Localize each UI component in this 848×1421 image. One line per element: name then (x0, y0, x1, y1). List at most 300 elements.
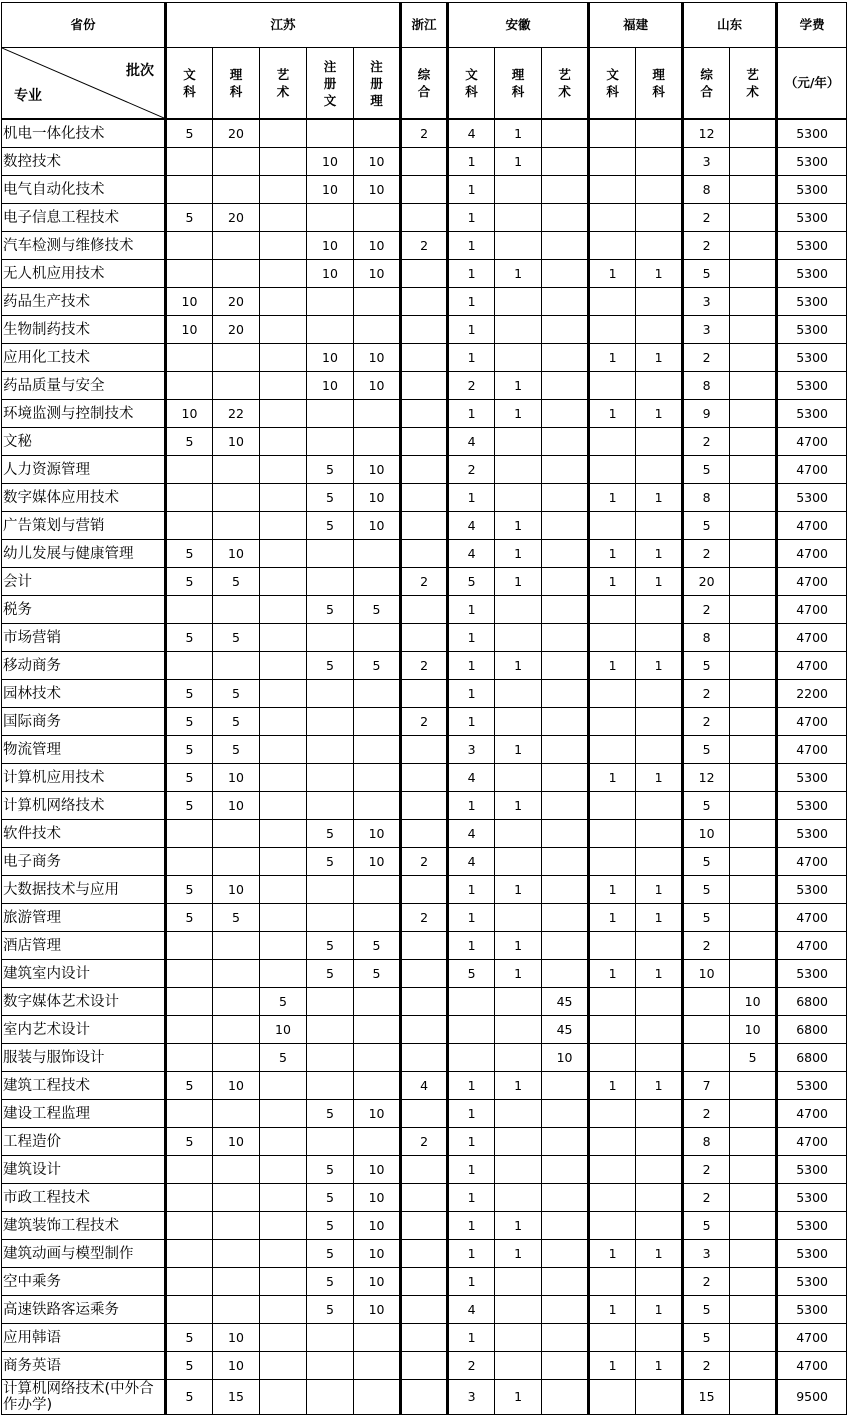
quota-cell: 4 (401, 1072, 448, 1100)
table-row (2, 1380, 847, 1415)
quota-cell: 5 (166, 119, 213, 148)
quota-cell (589, 1100, 636, 1128)
major-name: 移动商务 (2, 652, 166, 680)
table-row (2, 119, 847, 148)
quota-cell: 5 (166, 428, 213, 456)
quota-cell (401, 1268, 448, 1296)
quota-cell: 7 (683, 1072, 730, 1100)
quota-cell (636, 1212, 683, 1240)
quota-cell (307, 1352, 354, 1380)
quota-cell (354, 1072, 401, 1100)
quota-cell (730, 820, 777, 848)
table-row (2, 204, 847, 232)
major-name: 旅游管理 (2, 904, 166, 932)
quota-cell: 8 (683, 1128, 730, 1156)
quota-cell: 10 (354, 1296, 401, 1324)
fee-cell: 5300 (777, 232, 847, 260)
quota-cell (636, 1044, 683, 1072)
major-name: 建筑室内设计 (2, 960, 166, 988)
quota-cell (260, 260, 307, 288)
fee-cell: 5300 (777, 176, 847, 204)
quota-cell (213, 232, 260, 260)
quota-cell (730, 1212, 777, 1240)
quota-cell: 1 (448, 1324, 495, 1352)
quota-cell (589, 1016, 636, 1044)
quota-cell (260, 1100, 307, 1128)
quota-cell (730, 736, 777, 764)
quota-cell: 5 (683, 652, 730, 680)
quota-cell: 2 (401, 904, 448, 932)
major-name: 数控技术 (2, 148, 166, 176)
quota-cell (307, 792, 354, 820)
quota-cell (401, 792, 448, 820)
quota-cell (354, 708, 401, 736)
quota-cell (730, 764, 777, 792)
quota-cell: 5 (213, 736, 260, 764)
quota-cell: 1 (636, 540, 683, 568)
quota-cell (730, 932, 777, 960)
quota-cell: 5 (260, 1044, 307, 1072)
major-name: 室内艺术设计 (2, 1016, 166, 1044)
quota-cell (213, 512, 260, 540)
quota-cell: 22 (213, 400, 260, 428)
quota-cell (636, 1016, 683, 1044)
quota-cell (213, 344, 260, 372)
quota-cell: 1 (636, 876, 683, 904)
quota-cell (542, 1352, 589, 1380)
quota-cell (542, 708, 589, 736)
quota-cell (730, 1100, 777, 1128)
quota-cell: 1 (448, 1268, 495, 1296)
quota-cell (401, 1240, 448, 1268)
quota-cell: 3 (683, 316, 730, 344)
quota-cell: 4 (448, 540, 495, 568)
quota-cell (260, 1380, 307, 1415)
quota-cell (213, 148, 260, 176)
quota-cell: 1 (589, 960, 636, 988)
quota-cell (401, 1016, 448, 1044)
quota-cell (354, 1128, 401, 1156)
major-name: 应用韩语 (2, 1324, 166, 1352)
quota-cell: 10 (354, 260, 401, 288)
quota-cell: 1 (495, 148, 542, 176)
table-row (2, 1324, 847, 1352)
quota-cell (401, 1212, 448, 1240)
quota-cell: 4 (448, 1296, 495, 1324)
quota-cell: 9 (683, 400, 730, 428)
quota-cell: 10 (307, 372, 354, 400)
table-row (2, 1352, 847, 1380)
quota-cell (401, 764, 448, 792)
fee-cell: 4700 (777, 512, 847, 540)
quota-cell: 5 (683, 1324, 730, 1352)
fee-cell: 4700 (777, 1324, 847, 1352)
quota-cell (730, 540, 777, 568)
quota-cell: 1 (636, 960, 683, 988)
quota-cell (589, 119, 636, 148)
quota-cell (260, 1268, 307, 1296)
quota-cell (636, 456, 683, 484)
quota-cell (495, 820, 542, 848)
quota-cell (730, 456, 777, 484)
province-anhui: 安徽 (448, 3, 589, 48)
quota-cell: 1 (636, 904, 683, 932)
quota-cell: 8 (683, 176, 730, 204)
quota-cell: 5 (166, 1352, 213, 1380)
table-row (2, 1212, 847, 1240)
col-header: 文科 (166, 48, 213, 120)
quota-cell (495, 316, 542, 344)
quota-cell (166, 260, 213, 288)
quota-cell: 5 (213, 904, 260, 932)
quota-cell (213, 1296, 260, 1324)
quota-cell (260, 1212, 307, 1240)
table-row (2, 820, 847, 848)
quota-cell (166, 512, 213, 540)
quota-cell (542, 456, 589, 484)
quota-cell (354, 119, 401, 148)
quota-cell (589, 1128, 636, 1156)
quota-cell (495, 1156, 542, 1184)
quota-cell (495, 1128, 542, 1156)
quota-cell (307, 904, 354, 932)
quota-cell (354, 736, 401, 764)
quota-cell (260, 736, 307, 764)
quota-cell (260, 848, 307, 876)
quota-cell (354, 764, 401, 792)
quota-cell (307, 400, 354, 428)
quota-cell (730, 652, 777, 680)
table-row (2, 428, 847, 456)
col-header: 理科 (495, 48, 542, 120)
quota-cell (354, 988, 401, 1016)
fee-cell: 5300 (777, 1240, 847, 1268)
quota-cell (213, 848, 260, 876)
quota-cell (636, 232, 683, 260)
major-name: 数字媒体艺术设计 (2, 988, 166, 1016)
quota-cell: 3 (448, 736, 495, 764)
quota-cell: 2 (401, 568, 448, 596)
table-row (2, 904, 847, 932)
quota-cell (307, 540, 354, 568)
quota-cell (589, 820, 636, 848)
quota-cell (260, 176, 307, 204)
quota-cell (589, 428, 636, 456)
quota-cell (260, 372, 307, 400)
quota-cell: 5 (166, 736, 213, 764)
quota-cell (495, 428, 542, 456)
quota-cell (636, 624, 683, 652)
major-name: 人力资源管理 (2, 456, 166, 484)
quota-cell: 2 (683, 1156, 730, 1184)
table-row (2, 1268, 847, 1296)
fee-cell: 5300 (777, 288, 847, 316)
quota-cell: 2 (683, 680, 730, 708)
quota-cell (354, 792, 401, 820)
quota-cell (636, 1156, 683, 1184)
quota-cell: 5 (213, 624, 260, 652)
quota-cell: 45 (542, 1016, 589, 1044)
quota-cell: 4 (448, 820, 495, 848)
col-header: 艺术 (260, 48, 307, 120)
quota-cell (213, 372, 260, 400)
quota-cell (401, 512, 448, 540)
quota-cell: 5 (166, 680, 213, 708)
quota-cell: 12 (683, 764, 730, 792)
quota-cell (166, 1156, 213, 1184)
quota-cell: 1 (448, 176, 495, 204)
quota-cell (260, 652, 307, 680)
quota-cell (730, 960, 777, 988)
quota-cell (542, 484, 589, 512)
quota-cell: 2 (448, 1352, 495, 1380)
table-row (2, 876, 847, 904)
fee-unit: （元/年） (777, 48, 847, 120)
table-body (2, 119, 847, 1415)
quota-cell (401, 204, 448, 232)
quota-cell: 2 (683, 540, 730, 568)
quota-cell (636, 1268, 683, 1296)
fee-cell: 9500 (777, 1380, 847, 1415)
quota-cell: 5 (260, 988, 307, 1016)
quota-cell: 2 (683, 596, 730, 624)
quota-cell: 10 (683, 820, 730, 848)
quota-cell (354, 204, 401, 232)
quota-cell: 5 (354, 596, 401, 624)
quota-cell: 5 (683, 260, 730, 288)
quota-cell (260, 960, 307, 988)
quota-cell: 2 (401, 119, 448, 148)
quota-cell: 3 (448, 1380, 495, 1415)
fee-cell: 4700 (777, 932, 847, 960)
table-row (2, 1296, 847, 1324)
quota-cell (307, 680, 354, 708)
quota-cell (260, 568, 307, 596)
major-label: 专业 (14, 88, 42, 104)
quota-cell: 2 (683, 428, 730, 456)
quota-cell: 2 (401, 848, 448, 876)
quota-cell: 1 (495, 1240, 542, 1268)
quota-cell (448, 1044, 495, 1072)
quota-cell: 5 (213, 708, 260, 736)
fee-cell: 5300 (777, 1072, 847, 1100)
major-name: 建筑装饰工程技术 (2, 1212, 166, 1240)
quota-cell (260, 1352, 307, 1380)
quota-cell (542, 119, 589, 148)
quota-cell: 10 (354, 1268, 401, 1296)
quota-cell (730, 1184, 777, 1212)
quota-cell (589, 1156, 636, 1184)
quota-cell: 10 (213, 540, 260, 568)
quota-cell (166, 932, 213, 960)
quota-cell (636, 708, 683, 736)
quota-cell: 1 (448, 400, 495, 428)
fee-cell: 4700 (777, 456, 847, 484)
quota-cell: 1 (589, 1072, 636, 1100)
quota-cell: 10 (354, 456, 401, 484)
quota-cell (495, 848, 542, 876)
quota-cell (307, 119, 354, 148)
diagonal-header-cell (2, 48, 166, 120)
quota-cell (636, 372, 683, 400)
quota-cell (589, 1380, 636, 1415)
quota-cell (542, 848, 589, 876)
quota-cell: 10 (166, 288, 213, 316)
table-row (2, 1044, 847, 1072)
quota-cell (542, 232, 589, 260)
quota-cell (589, 1184, 636, 1212)
major-name: 汽车检测与维修技术 (2, 232, 166, 260)
quota-cell: 15 (683, 1380, 730, 1415)
table-row (2, 1128, 847, 1156)
col-header: 艺术 (730, 48, 777, 120)
quota-cell: 1 (448, 708, 495, 736)
fee-cell: 5300 (777, 372, 847, 400)
quota-cell (730, 512, 777, 540)
quota-cell: 1 (589, 568, 636, 596)
fee-cell: 6800 (777, 1044, 847, 1072)
quota-cell: 20 (213, 204, 260, 232)
quota-cell: 10 (354, 484, 401, 512)
major-name: 数字媒体应用技术 (2, 484, 166, 512)
quota-cell (495, 904, 542, 932)
quota-cell (213, 456, 260, 484)
major-name: 幼儿发展与健康管理 (2, 540, 166, 568)
quota-cell (542, 1100, 589, 1128)
quota-cell: 10 (307, 176, 354, 204)
quota-cell: 1 (448, 1100, 495, 1128)
table-row (2, 960, 847, 988)
quota-cell (542, 1128, 589, 1156)
quota-cell (260, 764, 307, 792)
quota-cell (260, 1184, 307, 1212)
quota-cell (636, 512, 683, 540)
quota-cell: 10 (354, 372, 401, 400)
quota-cell: 5 (166, 1072, 213, 1100)
quota-cell (542, 596, 589, 624)
quota-cell (730, 848, 777, 876)
quota-cell (636, 288, 683, 316)
table-row (2, 316, 847, 344)
quota-cell (213, 1184, 260, 1212)
fee-cell: 4700 (777, 708, 847, 736)
quota-cell (542, 1380, 589, 1415)
major-name: 计算机网络技术(中外合作办学) (2, 1380, 166, 1415)
fee-cell: 5300 (777, 876, 847, 904)
quota-cell: 1 (495, 400, 542, 428)
quota-cell (401, 260, 448, 288)
fee-cell: 6800 (777, 988, 847, 1016)
quota-cell: 10 (354, 148, 401, 176)
quota-cell (636, 988, 683, 1016)
quota-cell: 10 (307, 232, 354, 260)
quota-cell: 2 (401, 1128, 448, 1156)
quota-cell: 5 (307, 1240, 354, 1268)
quota-cell: 5 (307, 456, 354, 484)
quota-cell (542, 428, 589, 456)
quota-cell (636, 736, 683, 764)
table-row (2, 708, 847, 736)
quota-cell (636, 1128, 683, 1156)
quota-cell (589, 932, 636, 960)
quota-cell (401, 484, 448, 512)
fee-cell: 5300 (777, 792, 847, 820)
quota-cell (589, 736, 636, 764)
quota-cell: 10 (213, 792, 260, 820)
quota-cell (401, 736, 448, 764)
major-name: 国际商务 (2, 708, 166, 736)
quota-cell: 10 (354, 1212, 401, 1240)
quota-cell (166, 372, 213, 400)
quota-cell: 1 (448, 876, 495, 904)
quota-cell: 5 (307, 960, 354, 988)
quota-cell (495, 1296, 542, 1324)
quota-cell: 10 (213, 876, 260, 904)
quota-cell (589, 792, 636, 820)
batch-label: 批次 (126, 63, 154, 79)
table-row (2, 176, 847, 204)
major-name: 应用化工技术 (2, 344, 166, 372)
quota-cell: 10 (213, 1352, 260, 1380)
table-row (2, 1156, 847, 1184)
table-row (2, 288, 847, 316)
quota-cell: 10 (354, 512, 401, 540)
quota-cell (401, 1324, 448, 1352)
table-row (2, 932, 847, 960)
quota-cell: 1 (448, 484, 495, 512)
quota-cell (542, 400, 589, 428)
quota-cell: 8 (683, 484, 730, 512)
quota-cell: 5 (683, 1212, 730, 1240)
quota-cell (636, 932, 683, 960)
quota-cell: 1 (589, 1240, 636, 1268)
quota-cell: 1 (448, 1128, 495, 1156)
quota-cell: 5 (683, 1296, 730, 1324)
fee-cell: 5300 (777, 1296, 847, 1324)
quota-cell (401, 1100, 448, 1128)
major-name: 无人机应用技术 (2, 260, 166, 288)
province-label: 省份 (2, 3, 166, 48)
quota-cell (260, 596, 307, 624)
quota-cell (213, 176, 260, 204)
quota-cell (730, 232, 777, 260)
quota-cell (730, 288, 777, 316)
quota-cell (166, 456, 213, 484)
quota-cell (260, 904, 307, 932)
quota-cell (589, 512, 636, 540)
quota-cell: 1 (495, 372, 542, 400)
batch-header-row (2, 48, 847, 120)
quota-cell (166, 988, 213, 1016)
fee-cell: 5300 (777, 260, 847, 288)
quota-cell (495, 176, 542, 204)
quota-cell: 2 (683, 708, 730, 736)
quota-cell: 5 (166, 624, 213, 652)
quota-cell (636, 848, 683, 876)
quota-cell: 3 (683, 288, 730, 316)
quota-cell: 1 (448, 204, 495, 232)
quota-cell (542, 344, 589, 372)
quota-cell (730, 1296, 777, 1324)
quota-cell: 1 (495, 652, 542, 680)
quota-cell (307, 988, 354, 1016)
quota-cell: 10 (354, 1156, 401, 1184)
quota-cell (542, 316, 589, 344)
quota-cell (730, 568, 777, 596)
quota-cell (730, 876, 777, 904)
table-row (2, 148, 847, 176)
quota-cell (260, 316, 307, 344)
